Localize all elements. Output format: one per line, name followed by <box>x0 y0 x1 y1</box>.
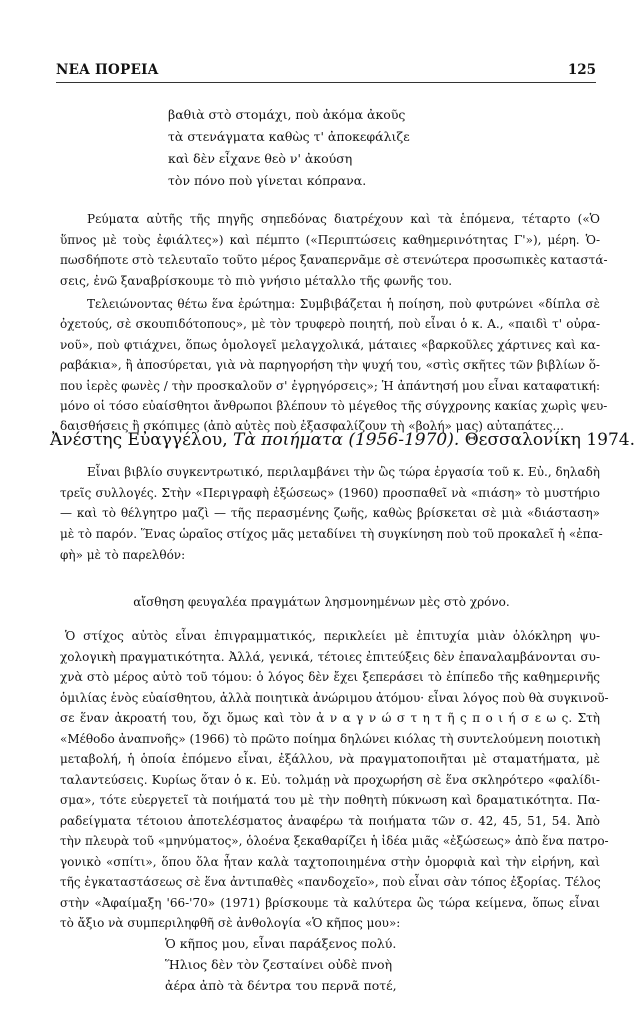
verse-line: Ὁ κῆπος μου, εἶναι παράξενος πολύ. <box>165 936 397 951</box>
text-line: ὕπνος μὲ τοὺς ἐφιάλτες») καὶ πέμπτο («Περιπτώσεις καθημερινότητας Γ'»), μέρη. Ὁ- <box>60 232 600 247</box>
text-line: Ὁ στίχος αὐτὸς εἶναι ἐπιγραμματικός, περικλείει μὲ ἐπιτυχία μιὰν ὁλόκληρη ψυ- <box>65 629 600 643</box>
text-line: μεταβολή, ἡ ὁποία ἐπόμενο εἶναι, ἐξάλλου, νὰ πραγματοποιῆται μὲ σταματήματα, μὲ <box>60 752 600 766</box>
text-line: Τελειώνοντας θέτω ἕνα ἐρώτημα: Συμβιβάζεται ἡ ποίηση, ποὺ φυτρώνει «δίπλα σὲ <box>87 297 600 311</box>
text-line: ὀχετούς, σὲ σκουπιδότοπους», μὲ τὸν τρυφερὸ ποιητή, ποὺ εἶναι ὁ κ. Α., «παιδὶ τ' οὐρα- <box>60 317 600 332</box>
verse-line: τὰ στενάγματα καθὼς τ' ἀποκεφάλιζε <box>168 129 410 144</box>
text-line: στὴν «Ἀφαίμαξη '66-'70» (1971) βρίσκουμε τὰ καλύτερα ὣς τώρα κείμενα, ὅπως εἶναι <box>60 895 600 910</box>
text-line: ταλαντεύσεις. Κυρίως ὅταν ὁ κ. Εὐ. τολμάῃ νὰ προχωρήση σὲ ἕνα σκληρότερο «φαλίδι- <box>60 772 600 787</box>
text-line: χνὰ στὸ μέρος αὐτὸ τοῦ τόμου: ὁ λόγος δὲν ἔχει ξεπεράσει τὸ ἐπίπεδο τῆς καθημερινῆς <box>60 670 600 684</box>
text-line: γονικὸ «σπίτι», ὅπου ὅλα ἦταν καλὰ ταχτοποιημένα στὴν ὁμορφιὰ καὶ τὴν εἰρήνη, καὶ <box>60 854 600 869</box>
text-line: ὁμιλίας ἑνὸς εὐαίσθητου, ἀλλὰ ποιητικὰ ἀνώριμου ἀτόμου· εἶναι λόγος ποὺ θὰ συγκινοῦ- <box>60 690 609 705</box>
verse-line: Ἥλιος δὲν τὸν ζεσταίνει οὐδὲ πνοὴ <box>165 957 393 972</box>
text-line: τῆς ἐγκαταστάσεως σὲ ἕνα ἀντιπαθὲς «πανδοχεῖο», ποὺ εἶναι σὰν τόπος ἐξορίας. Τέλος <box>60 875 601 889</box>
text-line: τὴν πλευρὰ τοῦ «μηνύματος», ὁλοένα ξεκαθαρίζει ἡ ἰδέα μιᾶς «ἐξώσεως» ἀπὸ ἕνα πατρο- <box>60 834 609 848</box>
text-line: ραβάκια», ἢ ἀποσύρεται, γιὰ νὰ παρηγορήση τὴν ψυχή του, «στὶς σκῆτες τῶν βιβλίων ὅ- <box>60 358 600 373</box>
verse-line: βαθιὰ στὸ στομάχι, ποὺ ἀκόμα ἀκοῦς <box>168 107 406 122</box>
text-line: που ἱερὲς φωνὲς / τὴν προσκαλοῦν σ' ἐγρηγόρσεις»; Ἡ ἀπάντησή μου εἶναι καταφατική: <box>60 378 600 393</box>
verse-line: καὶ δὲν εἶχανε θεὸ ν' ἀκούση <box>168 151 353 166</box>
verse-block-bottom <box>165 938 397 1001</box>
verse-line: τὸν πόνο ποὺ γίνεται κόπρανα. <box>168 173 367 188</box>
text-line: σεις, ἐνῶ ξαναβρίσκουμε τὸ πιὸ γνήσιο μέταλλο τῆς φωνῆς του. <box>60 273 453 288</box>
text-line: Ρεύματα αὐτῆς τῆς πηγῆς σηπεδόνας διατρέχουν καὶ τὰ ἑπόμενα, τέταρτο («Ὁ <box>87 212 600 226</box>
page-number: 125 <box>567 62 596 78</box>
text-line: πωσδήποτε στὸ τελευταῖο τοῦτο μέρος ξαναπερνᾶμε σὲ στενώτερα προσωπικὲς καταστά- <box>60 253 608 268</box>
text-line: μὲ τὸ παρόν. Ἕνας ὡραῖος στίχος μᾶς μεταδίνει τὴ συγκίνηση ποὺ τοῦ προκαλεῖ ἡ «ἐπα- <box>60 527 603 542</box>
text-line: τὸ ἄξιο νὰ συμπεριληφθῆ σὲ ἀνθολογία «Ὁ κῆπος μου»: <box>60 916 401 930</box>
text-line: σε ἕναν ἀκροατή του, ὄχι ὅμως καὶ τὸν ἀ ν α γ ν ώ σ τ η τ ῆ ς π ο ι ή σ ε ω ς. Στὴ <box>60 711 600 725</box>
quoted-verse: αἴσθηση φευγαλέα πραγμάτων λησμονημένων μὲς στὸ χρόνο. <box>133 595 510 609</box>
verse-block-top <box>168 109 410 197</box>
text-line: τρεῖς συλλογές. Στὴν «Περιγραφὴ ἐξώσεως» (1960) προσπαθεῖ νὰ «πιάση» τὸ μυστήριο <box>60 485 600 500</box>
text-line: «Μέθοδο ἀναπνοῆς» (1966) τὸ πρῶτο ποίημα δηλώνει κιόλας τὴ συντελούμενη ποιοτικὴ <box>60 731 601 746</box>
paragraph-collection <box>60 465 603 569</box>
text-line: μόνο οἱ τόσο εὐαίσθητοι ἄνθρωποι βλέπουν τὸ μέγεθος τῆς σύγχρονης κακίας χωρὶς ψευ- <box>60 398 608 413</box>
review-author: Ἀνέστης Εὐαγγέλου, <box>50 430 228 450</box>
verse-line: ἀέρα ἀπὸ τὰ δέντρα του περνᾶ ποτέ, <box>165 978 397 993</box>
paragraph-streams <box>60 212 608 295</box>
review-book-title: Τὰ ποιήματα (1956-1970). <box>233 430 460 450</box>
text-line: — καὶ τὸ θέλγητρο μαζὶ — τῆς περασμένης ζωῆς, καθὼς βρίσκεται σὲ μιὰ «διάσταση» <box>60 506 600 521</box>
text-line: Εἶναι βιβλίο συγκεντρωτικό, περιλαμβάνει τὴν ὣς τώρα ἐργασία τοῦ κ. Εὐ., δηλαδὴ <box>87 465 600 479</box>
header-rule <box>56 82 596 83</box>
text-line: χολογικὴ πραγματικότητα. Ἀλλά, γενικά, τέτοιες ἐπιτεύξεις δὲν ἐπαναλαμβάνονται συ- <box>60 649 600 664</box>
review-place-year: Θεσσαλονίκη 1974. <box>464 430 636 450</box>
review-heading <box>50 430 636 450</box>
text-line: ραδείγματα τέτοιου ἀποτελέσματος ἀναφέρω τὰ ποιήματα τῶν σ. 42, 45, 51, 54. Ἀπὸ <box>60 813 600 828</box>
running-header <box>56 62 596 80</box>
paragraph-question <box>60 297 608 441</box>
text-line: νοῦ», ποὺ φτιάχνει, ὅπως ὁμολογεῖ μελαγχολικά, μάταιες «βαρκοῦλες χάρτινες καὶ κα- <box>60 337 600 352</box>
text-line: σμα», τότε εὐεργετεῖ τὰ ποιήματά του μὲ τὴν ποθητὴ πύκνωση καὶ δραματικότητα. Πα- <box>60 793 600 807</box>
text-line: φὴ» μὲ τὸ παρελθόν: <box>60 547 186 562</box>
paragraph-analysis <box>60 629 609 938</box>
text-line: δαισθήσεις ἢ σκόπιμες (ἀπὸ αὐτὲς ποὺ ἐξασφαλίζουν τὴ «βολή» μας) αὐταπάτες... <box>60 419 564 434</box>
journal-title: ΝΕΑ ΠΟΡΕΙΑ <box>56 62 159 78</box>
